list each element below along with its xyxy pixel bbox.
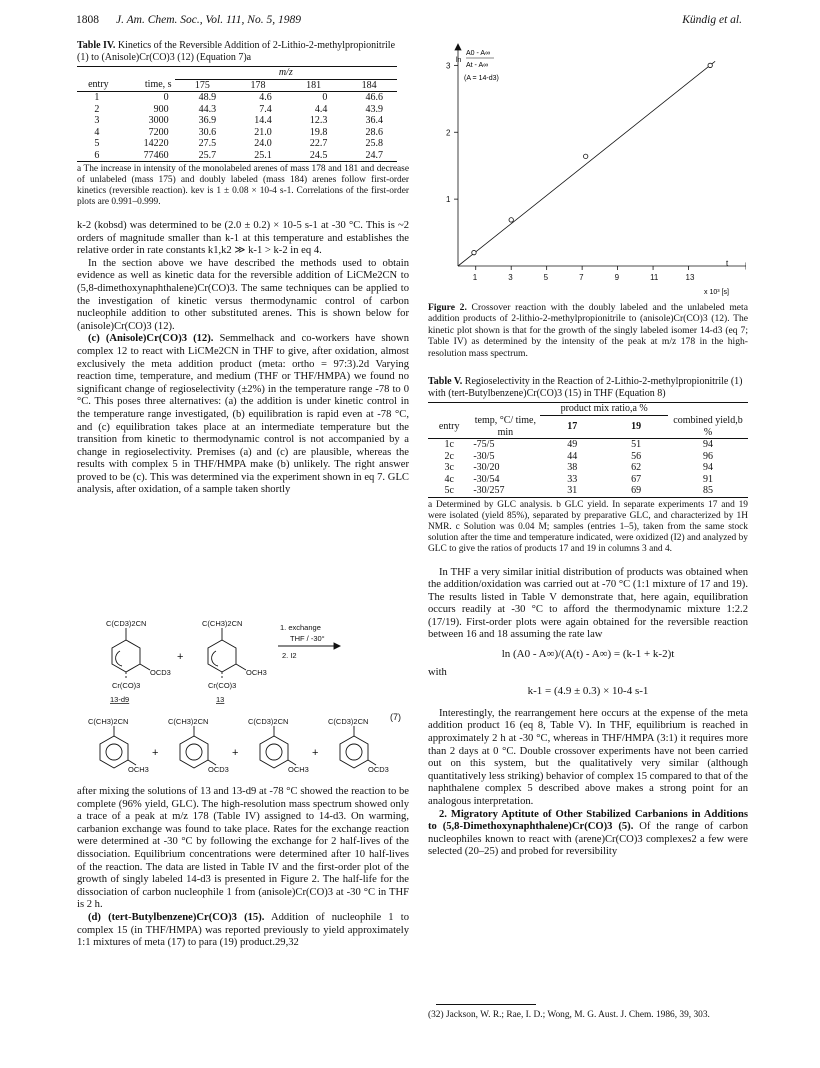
x-axis-unit: x 10³ [s]: [704, 289, 729, 296]
table5-head-temp: temp, °C/ time, min: [474, 415, 536, 438]
table-cell: 38: [567, 462, 578, 473]
table-cell: 4c: [444, 473, 454, 485]
reactant1-ocd3: OCD3: [150, 668, 171, 677]
table-cell: 91: [703, 473, 713, 485]
table-cell: 25.7: [198, 149, 217, 161]
table5: [428, 402, 748, 498]
table-cell: 24.0: [254, 138, 272, 149]
table-row: [77, 104, 397, 116]
table-cell: 51: [631, 439, 642, 450]
table-cell: 94: [703, 462, 713, 473]
table5-label: Table V.: [428, 376, 463, 387]
right-paragraph-3: [428, 809, 748, 859]
product-14-d9: [340, 726, 376, 768]
reference-32: (32) Jackson, W. R.; Rae, I. D.; Wong, M. G. Aust. J. Chem. 1986, 39, 303.: [428, 1010, 710, 1020]
table-cell: 77460: [143, 149, 169, 161]
label-13: 13: [216, 695, 225, 704]
x-tick-label: 3: [508, 273, 513, 282]
table-cell: 3: [94, 115, 100, 126]
table5-head-19: 19: [631, 421, 642, 432]
figure2-label: Figure 2.: [428, 302, 467, 313]
table-cell: 0: [163, 92, 169, 103]
reactant2-och3: OCH3: [246, 668, 267, 677]
table-cell: 1c: [444, 439, 454, 450]
x-tick-label: 11: [650, 273, 659, 282]
table-cell: 12.3: [309, 115, 328, 126]
scheme-equation-7: [78, 616, 412, 782]
table-row: [77, 150, 397, 162]
product-substituent: C(CD3)2CN: [328, 717, 369, 726]
table-cell: 14220: [143, 138, 169, 149]
reactant2-substituent: C(CH3)2CN: [202, 619, 243, 628]
table4-col-181: 181: [306, 79, 322, 91]
product-methoxy: OCH3: [288, 765, 309, 774]
left-paragraph-2: In the section above we have described the methods used to obtain evidence as well as kinetic data for the reversible addition of LiCMe2CN to (5,8-dimethoxynaphthalene)Cr(CO)3. The same techniques can be applied to the investigation of kinetic versus thermodynamic control of carbon nucleophile addition to other substituted arenes. This is shown below for (anisole)Cr(CO)3 (12).: [77, 257, 409, 332]
page-number: 1808: [76, 14, 99, 26]
step1-label: 1. exchange: [280, 623, 321, 632]
table-cell: 4.4: [314, 103, 328, 115]
data-point: [509, 218, 513, 222]
left-paragraph-5: [77, 912, 409, 950]
table-cell: 96: [703, 450, 713, 462]
y-label-numerator: A0 - A∞: [466, 50, 491, 57]
y-axis-arrow: [455, 44, 461, 50]
x-tick-label: 7: [579, 273, 584, 282]
data-point: [472, 250, 476, 254]
section-c-text: Semmelhack and co-workers have shown complex 12 to react with LiCMe2CN in THF to give, after oxidation, almost exclusively the meta addition product (meta: ortho = 97:3).2d Varying reaction time, temperature, and medium (THF or THF/HMPA) we found no significant change of regioselectivity (±2%) in the temperature range -78 to 0 °C. This poses three alternatives: (a) the addition is under kinetic control in the temperature range investigated, (b) equilibration is rapid even at -78 °C, and (c) equilibration takes place at an intermediate temperature but the transition from kinetic to thermodynamic control is not accompanied by a change in regioselectivity. Premises (a) and (c) are plausible, whereas the results with complex 5 in THF/HMPA make (b) unlikely. The right answer proved to be (c). This was determined via the experiment shown in eq 7. GLC analysis, after oxidation, of a sample taken shortly: [77, 333, 409, 496]
y-tick-label: 3: [446, 61, 451, 71]
table4: [77, 66, 397, 162]
table5-head-product: product mix ratio,a %: [540, 403, 668, 416]
equation-number: (7): [390, 712, 401, 722]
left-column-lower: [77, 786, 409, 950]
table-cell: 44: [567, 450, 578, 462]
table-cell: 7.4: [259, 103, 272, 115]
table-cell: 94: [703, 439, 713, 450]
table-cell: 30.6: [198, 126, 217, 138]
plus-sign: +: [177, 651, 184, 663]
table-cell: 56: [631, 450, 642, 462]
table-cell: 14.4: [254, 115, 272, 126]
table-row: [428, 485, 748, 497]
y-tick-label: 2: [446, 128, 451, 138]
table-row: [428, 462, 748, 474]
table-cell: 24.7: [365, 149, 383, 161]
table4-col-time: time, s: [144, 79, 172, 91]
table4-col-178: 178: [250, 79, 266, 91]
table-row: [428, 439, 748, 451]
table4-col-175: 175: [194, 79, 210, 91]
table-cell: 4: [94, 126, 100, 138]
table-cell: 22.7: [309, 138, 328, 149]
section-d-text: Addition of nucleophile 1 to complex 15 (in THF/HMPA) was reported previously to yield approximately 1:1 mixtures of meta (17) to para (19) product.29,32: [77, 911, 409, 949]
section-c-heading: (c) (Anisole)Cr(CO)3 (12).: [88, 333, 214, 345]
figure2-caption: [428, 302, 748, 359]
table-cell: 3c: [444, 462, 454, 473]
reactant1-cr: Cr(CO)3: [112, 681, 141, 690]
product-14-d3: [180, 726, 216, 768]
table-cell: 24.5: [309, 149, 328, 161]
left-column: [77, 40, 409, 497]
table-cell: -75/5: [473, 439, 495, 450]
table5-caption: [428, 376, 748, 399]
table-cell: 36.4: [365, 115, 383, 126]
table5-head-entry: entry: [438, 420, 460, 432]
plus-sign: +: [312, 747, 319, 759]
table-cell: 25.8: [365, 138, 383, 149]
reactant-13-d9: [112, 628, 150, 680]
figure2-text: Crossover reaction with the doubly labeled and the unlabeled meta addition products of 2-lithio-2-methylpropionitrile to (anisole)Cr(CO)3 (12). The kinetic plot shown is that for the growth of the singly labeled isomer 14-d3 (eq 7; Table IV) as determined by the intensity of the peak at m/z 178 in the high-resolution mass spectrum.: [428, 302, 748, 359]
y-note: (A = 14-d3): [464, 75, 499, 82]
table-cell: 62: [631, 462, 642, 473]
table-cell: 46.6: [365, 92, 383, 103]
right-paragraph-1: In THF a very similar initial distribution of products was obtained when the addition/oxidation was carried out at -70 °C (1:1 mixture of 17 and 19). The results listed in Table V demonstrate that, here again, equilibration occurs readily at -30 °C to afford the thermodynamic mixture 1:2.2 (17/19). First-order plots were again obtained for the reversible reaction between 16 and 18 assuming the rate law: [428, 566, 748, 641]
table-cell: 33: [567, 473, 578, 485]
rate-law-equation: ln (A0 - A∞)/(A(t) - A∞) = (k-1 + k-2)t: [501, 648, 675, 661]
product-substituent: C(CH3)2CN: [88, 717, 129, 726]
x-tick-label: 9: [614, 273, 620, 282]
y-tick-label: 1: [446, 195, 451, 205]
table-cell: 31: [567, 485, 578, 496]
left-paragraph-4: after mixing the solutions of 13 and 13-d9 at -78 °C showed the reaction to be complete (96% yield, GLC). The high-resolution mass spectrum showed only a trace of a peak at m/z 178 (Table IV) assigned to 14-d3. On warming, carbanion exchange was found to take place. Rates for the exchange reaction were determined at -30 °C by following the exchange for 2 half-lives of the dissociation. Equilibrium concentrations were determined after 10 half-lives of the reaction. The data are listed in Table IV and the first-order plot of the growth of singly labeled 14-d3 is presented in Figure 2. The half-life for the dissociation of carbon nucleophile 1 from (anisole)Cr(CO)3 at -30 °C in THF is 2 h.: [77, 786, 409, 911]
table-cell: 27.5: [198, 138, 217, 149]
table-cell: 43.9: [365, 103, 383, 115]
journal-citation: J. Am. Chem. Soc., Vol. 111, No. 5, 1989: [116, 14, 301, 26]
reactant2-cr: Cr(CO)3: [208, 681, 237, 690]
table-cell: 2c: [444, 450, 454, 462]
step2-label: 2. I2: [282, 651, 297, 660]
x-tick-label: 1: [472, 273, 478, 282]
table5-title: Regioselectivity in the Reaction of 2-Lithio-2-methylpropionitrile (1) with (tert-Butylbenzene)Cr(CO)3 (15) in THF (Equation 8): [428, 376, 743, 399]
table-cell: -30/20: [473, 462, 500, 473]
table-cell: 49: [567, 439, 578, 450]
x-tick-label: 5: [543, 273, 549, 282]
label-13-d9: 13-d9: [110, 695, 130, 704]
table-cell: 6: [94, 149, 100, 161]
table-cell: 2: [94, 103, 100, 115]
table-row: [77, 127, 397, 139]
table-cell: 3000: [148, 115, 169, 126]
table-row: [428, 474, 748, 486]
table-cell: 5: [94, 138, 100, 149]
table-cell: 69: [631, 485, 642, 496]
product-methoxy: OCD3: [208, 765, 229, 774]
table-cell: 44.3: [198, 103, 217, 115]
table-row: [77, 92, 397, 104]
table-cell: 19.8: [309, 126, 328, 138]
table4-caption: [77, 40, 409, 63]
x-axis-arrow-label: t: [726, 259, 729, 268]
right-paragraph-2: Interestingly, the rearrangement here occurs at the expense of the meta addition product 16 (eq 8, Table V). In THF, equilibrium is reached in approximately 2 h at -30 °C, whereas in THF/HMPA (3:1) it requires more than 2 days at 0 °C. Double crossover experiments have not been carried out on this system, but the qualitatively very similar (although quantitatively less striking) behavior of complex 15 compared to that of the naphthalene complex 5 described above makes a strong point for an analogous interpretation.: [428, 707, 748, 807]
table-cell: 28.6: [365, 126, 383, 138]
table5-head-yield: combined yield,b %: [673, 415, 743, 438]
table4-title: Kinetics of the Reversible Addition of 2-Lithio-2-methylpropionitrile (1) to (Anisole)Cr(CO)3 (12) (Equation 7)a: [77, 40, 396, 63]
table-cell: -30/54: [473, 473, 500, 485]
step1-conditions: THF / -30°: [290, 634, 325, 643]
table-cell: 21.0: [254, 126, 272, 138]
x-tick-label: 13: [685, 273, 695, 282]
table-cell: -30/257: [473, 485, 505, 496]
table-cell: 48.9: [198, 92, 217, 103]
table-cell: 67: [631, 473, 642, 485]
y-label-ln: ln: [456, 57, 462, 64]
left-paragraph-1: k-2 (kobsd) was determined to be (2.0 ± 0.2) × 10-5 s-1 at -30 °C. This is ~2 orders of magnitude smaller than k-1 at this temperature and establishes the relative order in rate constants k1,k2 ≫ k-1 > k-2 in eq 4.: [77, 220, 409, 257]
product-14-d6: [260, 726, 296, 768]
table-cell: 25.1: [254, 149, 272, 161]
table5-block: [428, 376, 748, 859]
product-substituent: C(CD3)2CN: [248, 717, 289, 726]
running-authors: Kündig et al.: [682, 14, 742, 26]
fit-line: [458, 61, 715, 266]
footnote-rule: [436, 1004, 536, 1005]
table-cell: 36.9: [198, 115, 217, 126]
product-methoxy: OCD3: [368, 765, 389, 774]
table4-mz-header: m/z: [175, 67, 397, 80]
plus-sign: +: [232, 747, 239, 759]
table-cell: 7200: [148, 126, 169, 138]
section-2-text: Of the range of carbon nucleophiles known to react with (arene)Cr(CO)3 complexes2 a few were selected (20–25) and probed for reversibility: [428, 821, 748, 858]
table-row: [77, 115, 397, 127]
table-cell: 85: [703, 485, 713, 496]
table-cell: -30/5: [473, 450, 495, 462]
table4-col-entry: entry: [88, 79, 109, 91]
reactant1-substituent: C(CD3)2CN: [106, 619, 147, 628]
plus-sign: +: [152, 747, 159, 759]
rate-constant-equation: k-1 = (4.9 ± 0.3) × 10-4 s-1: [527, 685, 649, 698]
table5-footnote: a Determined by GLC analysis. b GLC yield. In separate experiments 17 and 19 were isolated (yield 85%), separated by preparative GLC, and characterized by 1H NMR. c Solution was 0.04 M; samples (entries 1–5), taken from the same stock solution after the time and temperature indicated, were oxidized (I2) and analyzed by GLC to give the ratios of products 17 and 19 in columns 3 and 4.: [428, 499, 748, 554]
table-cell: 5c: [444, 485, 454, 496]
table-row: [77, 138, 397, 150]
product-substituent: C(CH3)2CN: [168, 717, 209, 726]
table-cell: 4.6: [259, 92, 272, 103]
section-d-heading: (d) (tert-Butylbenzene)Cr(CO)3 (15).: [88, 911, 265, 923]
data-point: [583, 154, 587, 158]
product-methoxy: OCH3: [128, 765, 149, 774]
table-cell: 0: [322, 92, 328, 103]
y-label-denominator: At - A∞: [466, 62, 489, 69]
section-2-heading: 2. Migratory Aptitute of Other Stabilized Carbanions in Additions to (5,8-Dimethoxynaphthalene)Cr(CO)3 (5).: [428, 808, 748, 833]
table4-col-184: 184: [361, 79, 377, 91]
left-paragraph-3: [77, 333, 409, 497]
table-cell: 1: [94, 92, 100, 103]
table-cell: 900: [153, 103, 169, 115]
table-row: [428, 451, 748, 463]
product-14: [100, 726, 136, 768]
reactant-13: [208, 628, 246, 680]
data-point: [708, 63, 712, 67]
table4-footnote: a The increase in intensity of the monolabeled arenes of mass 178 and 181 and decrease of unlabeled (mass 175) and doubly labeled (mass 184) arenes follow first-order kinetics (reversible reaction). kev is 1 ± 0.08 × 10-4 s-1. Correlations of the first-order plots are 0.991–0.999.: [77, 164, 409, 207]
figure2-chart: [428, 40, 746, 302]
table4-label: Table IV.: [77, 40, 116, 51]
with-word: with: [428, 666, 447, 678]
table5-head-17: 17: [567, 421, 578, 432]
